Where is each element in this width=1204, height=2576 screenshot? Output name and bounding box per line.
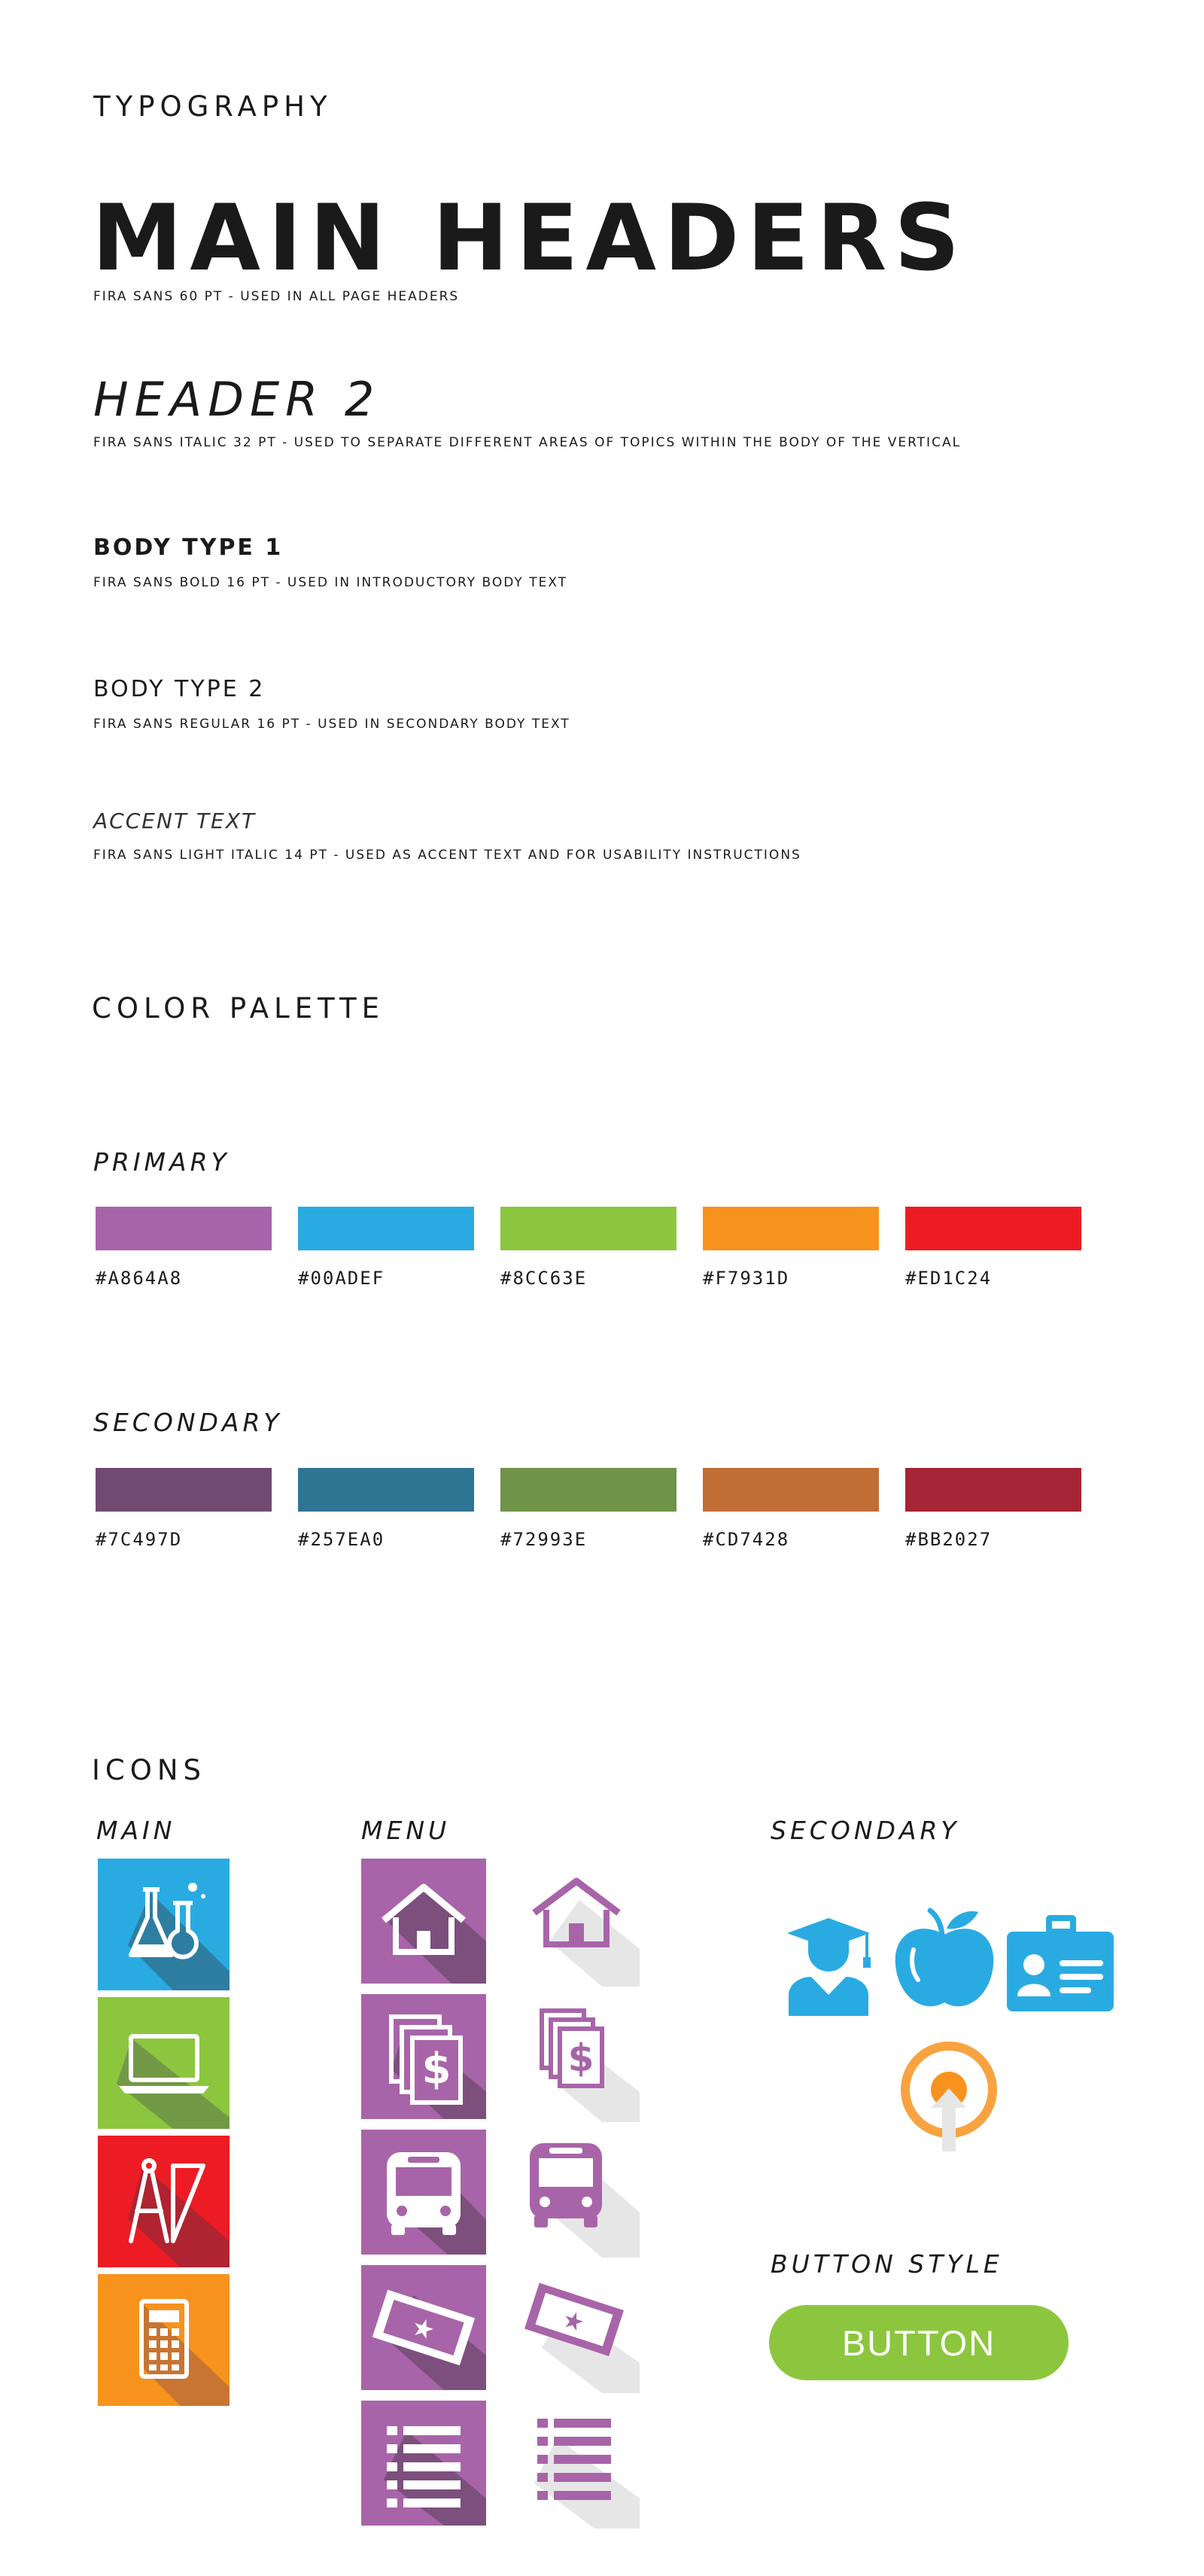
compass-ruler-icon[interactable] [98,2136,230,2267]
primary-label: PRIMARY [93,1147,230,1177]
primary-swatch-2 [298,1207,474,1250]
bus-icon[interactable] [361,2130,486,2255]
secondary-hex-label-3: #72993E [500,1529,588,1550]
home-icon[interactable] [519,1866,640,1987]
secondary-swatch-5 [905,1468,1081,1512]
graduate-icon[interactable] [772,1905,885,2017]
primary-swatch-5 [905,1207,1081,1250]
primary-hex-label-5: #ED1C24 [905,1268,993,1289]
secondary-swatch-2 [298,1468,474,1512]
primary-swatch-1 [96,1207,272,1250]
secondary-swatch-1 [96,1468,272,1512]
body1-caption: FIRA SANS BOLD 16 PT - USED IN INTRODUCTORY BODY TEXT [93,575,568,590]
list-icon[interactable] [361,2401,486,2526]
body2-caption: FIRA SANS REGULAR 16 PT - USED IN SECONDARY BODY TEXT [93,717,570,732]
sample-button[interactable]: BUTTON [769,2305,1069,2380]
body1-sample: BODY TYPE 1 [93,534,284,561]
secondary-hex-label-5: #BB2027 [905,1529,993,1550]
secondary-hex-label-1: #7C497D [96,1529,183,1550]
secondary-hex-label-4: #CD7428 [703,1529,790,1550]
location-pin-icon[interactable] [892,2039,1005,2151]
ticket-icon[interactable] [519,2273,640,2393]
typography-title: TYPOGRAPHY [93,90,333,123]
list-icon[interactable] [519,2408,640,2529]
ticket-icon[interactable] [361,2265,486,2390]
secondary-hex-label-2: #257EA0 [298,1529,385,1550]
header2-caption: FIRA SANS ITALIC 32 PT - USED TO SEPARATE DIFFERENT AREAS OF TOPICS WITHIN THE BODY OF THE VERTICAL [93,435,962,450]
body2-sample: BODY TYPE 2 [93,676,266,702]
laptop-icon[interactable] [98,1997,230,2129]
secondary-swatch-3 [500,1468,676,1512]
accent-caption: FIRA SANS LIGHT ITALIC 14 PT - USED AS ACCENT TEXT AND FOR USABILITY INSTRUCTIONS [93,848,801,863]
primary-hex-label-2: #00ADEF [298,1268,385,1289]
calculator-icon[interactable] [98,2274,230,2406]
accent-sample: ACCENT TEXT [93,808,256,833]
secondary-swatch-4 [703,1468,879,1512]
main-header-caption: FIRA SANS 60 PT - USED IN ALL PAGE HEADERS [93,289,460,304]
icons-secondary-label: SECONDARY [771,1816,960,1845]
secondary-label: SECONDARY [93,1408,283,1437]
bus-icon[interactable] [519,2137,640,2258]
button-style-label: BUTTON STYLE [771,2249,1003,2279]
icons-main-label: MAIN [96,1816,176,1845]
color-palette-title: COLOR PALETTE [92,992,385,1025]
icons-title: ICONS [92,1754,207,1786]
primary-hex-label-4: #F7931D [703,1268,790,1289]
science-icon[interactable] [98,1859,230,1990]
svg-text:★: ★ [407,2311,439,2347]
money-icon[interactable] [519,2002,640,2122]
svg-text:$: $ [421,2045,451,2093]
svg-text:$: $ [567,2036,594,2080]
svg-text:★: ★ [558,2303,588,2338]
primary-swatch-4 [703,1207,879,1250]
icons-menu-label: MENU [361,1816,451,1845]
money-icon[interactable] [361,1994,486,2119]
apple-icon[interactable] [888,1905,1001,2017]
main-header-sample: MAIN HEADERS [92,185,968,291]
home-icon[interactable] [361,1859,486,1984]
primary-swatch-3 [500,1207,676,1250]
primary-hex-label-1: #A864A8 [96,1268,183,1289]
id-badge-icon[interactable] [1004,1905,1117,2017]
primary-hex-label-3: #8CC63E [500,1268,588,1289]
header2-sample: HEADER 2 [93,372,381,427]
